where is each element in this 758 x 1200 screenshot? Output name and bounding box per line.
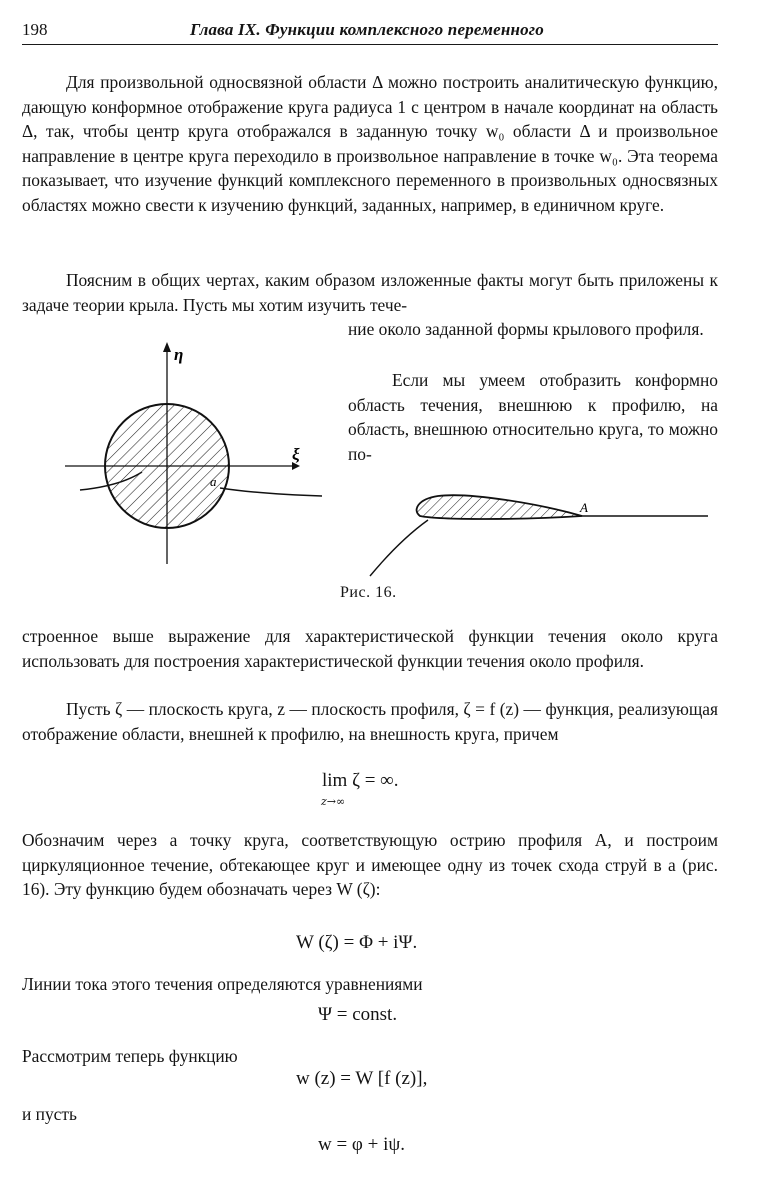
page-header: [22, 14, 718, 45]
paragraph-zeta-plane: Пусть ζ — плоскость круга, z — плоскость профиля, ζ = f (z) — функция, реализующая отображение области, внешней к профилю, на внешность круга, причем: [22, 699, 718, 744]
point-A-label: A: [580, 500, 588, 515]
formula-w-phi-psi: w = φ + iψ.: [318, 1134, 406, 1155]
paragraph-wing-intro: Поясним в общих чертах, каким образом изложенные факты могут быть приложены к задаче теории крыла. Пусть мы хотим изучить тече-: [22, 270, 718, 315]
figure-airfoil: [360, 480, 718, 580]
paragraph-wing-intro-cont: ние около заданной формы крылового профиля.: [348, 319, 704, 339]
airfoil-streamline-lower: [370, 520, 428, 576]
formula-w-zeta: W (ζ) = Φ + iΨ.: [296, 932, 418, 953]
paragraph-circulation-flow: Обозначим через a точку круга, соответствующую острию профиля A, и построим циркуляционное течение, обтекающее круг и имеющее одну из точек схода струй в a (рис. 16). Эту функцию будем обозначать через W (ζ):: [22, 830, 718, 900]
paragraph-characteristic-function: строенное выше выражение для характеристической функции течения около круга использовать для построения характеристической функции течения около профиля.: [22, 626, 718, 671]
formula-limit: lim ζ = ∞.: [322, 770, 399, 791]
figure-caption: Рис. 16.: [340, 584, 397, 601]
formula-psi-const: Ψ = const.: [318, 1004, 398, 1025]
paragraph-streamlines: Линии тока этого течения определяются уравнениями: [22, 974, 423, 994]
running-title: Глава IX. Функции комплексного переменного: [190, 20, 544, 39]
formula-limit-subscript: z→∞: [321, 795, 346, 808]
formula-w-z: w (z) = W [f (z)],: [296, 1068, 428, 1089]
paragraph-theorem: Для произвольной односвязной области Δ можно построить аналитическую функцию, дающую конформное отображение круга радиуса 1 с центром в начале координат на область Δ, так, чтобы центр круга отображался в заданную точку w₀ области Δ и произвольное направление в центре круга переходило в произвольное направление в точке w₀. Эта теорема показывает, что изучение функций комплексного переменного в произвольных односвязных областях можно свести к изучению функций, заданных, например, в единичном круге.: [22, 72, 718, 215]
figure-circle-plane: [60, 338, 330, 568]
paragraph-and-let: и пусть: [22, 1104, 77, 1124]
eta-axis-arrow: [163, 342, 171, 352]
point-a-label: a: [210, 474, 217, 489]
eta-label: η: [174, 345, 184, 364]
page-number: 198: [22, 20, 48, 39]
paragraph-consider-function: Рассмотрим теперь функцию: [22, 1046, 238, 1066]
airfoil-profile: [417, 495, 582, 519]
paragraph-conformal-map: Если мы умеем отобразить конформно область течения, внешнюю к профилю, на область, внешнюю относительно круга, то можно по-: [348, 370, 718, 464]
xi-label: ξ: [292, 445, 300, 464]
